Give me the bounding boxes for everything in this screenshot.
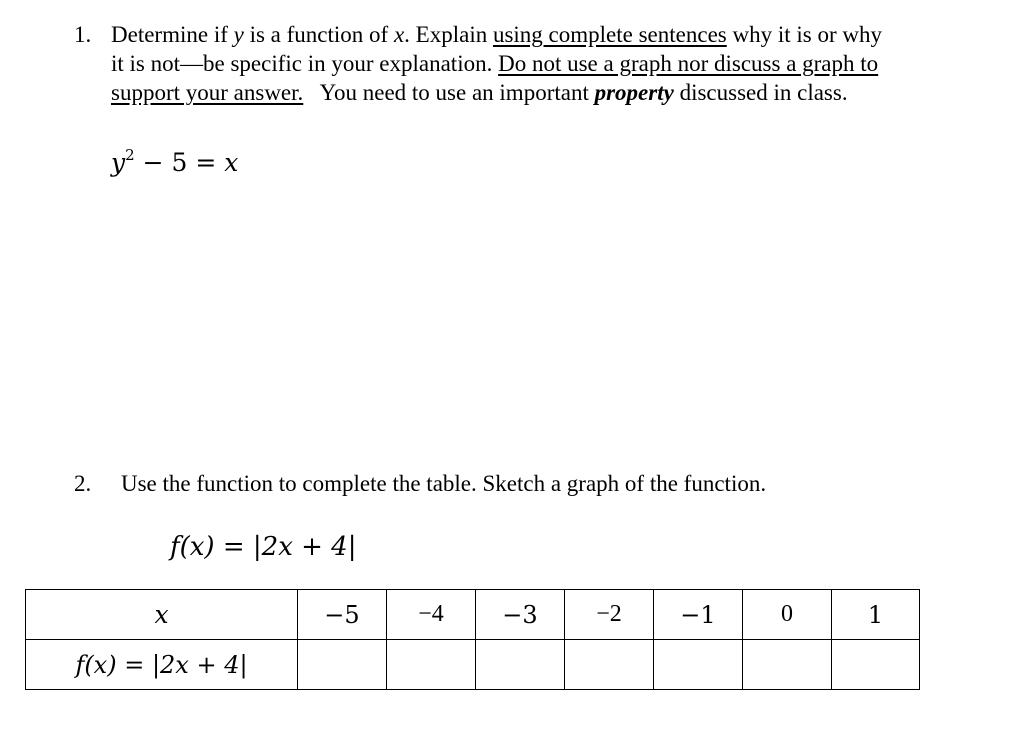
question-1-line-1: Determine if y is a function of x. Explain using complete sentences why it is or why — [111, 22, 882, 47]
answer-cell[interactable] — [565, 640, 654, 690]
underlined-instruction-3: support your answer. — [111, 80, 304, 105]
question-2-number: 2. — [74, 471, 92, 496]
function-table — [25, 589, 920, 690]
table-row-x — [26, 590, 920, 640]
x-value-cell: 0 — [743, 590, 832, 640]
x-value-cell: −4 — [387, 590, 476, 640]
answer-cell[interactable] — [654, 640, 743, 690]
variable-x: x — [393, 22, 405, 47]
answer-cell[interactable] — [476, 640, 565, 690]
question-2-equation: f(x) = |2x + 4| — [170, 532, 357, 562]
answer-cell[interactable] — [387, 640, 476, 690]
question-2-text: Use the function to complete the table. Sketch a graph of the function. — [121, 471, 767, 496]
x-value-cell: −2 — [565, 590, 654, 640]
emphasized-word-property: property — [594, 80, 674, 105]
underlined-instruction-2: Do not use a graph nor discuss a graph to — [498, 51, 879, 76]
table-row-fx — [26, 640, 920, 690]
answer-cell[interactable] — [298, 640, 387, 690]
question-1-line-3: support your answer. You need to use an important property discussed in class. — [111, 80, 848, 105]
underlined-instruction-1: using complete sentences — [492, 22, 727, 47]
table-row-label-fx: f(x) = |2x + 4| — [26, 640, 298, 690]
x-value-cell: −5 — [298, 590, 387, 640]
question-1-line-2: it is not—be specific in your explanation. Do not use a graph nor discuss a graph to — [111, 51, 879, 76]
x-value-cell: 1 — [832, 590, 920, 640]
table-row-label-x: x — [26, 590, 298, 640]
question-1-equation: $y^2 - 5 = x$ — [111, 146, 239, 177]
answer-cell[interactable] — [743, 640, 832, 690]
answer-cell[interactable] — [832, 640, 920, 690]
question-1-text — [111, 20, 991, 107]
x-value-cell: −1 — [654, 590, 743, 640]
question-1-number: 1. — [74, 22, 92, 47]
x-value-cell: −3 — [476, 590, 565, 640]
variable-y: y — [233, 22, 244, 47]
